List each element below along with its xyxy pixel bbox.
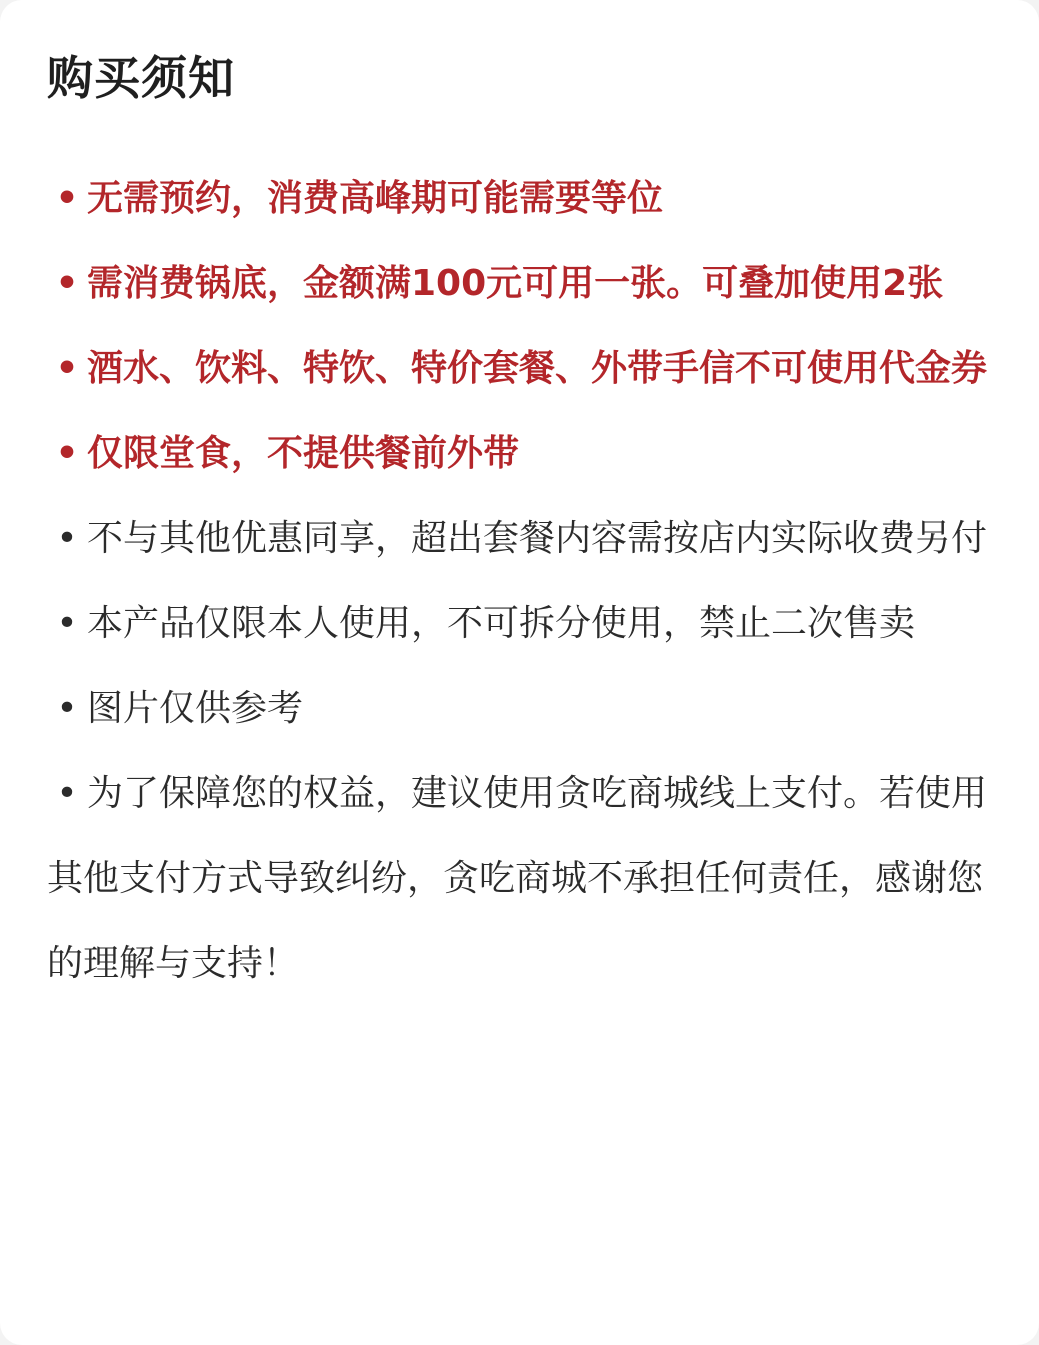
notice-item-dine-in-only xyxy=(47,411,999,496)
notice-item-text: 为了保障您的权益，建议使用贪吃商城线上支付。若使用其他支付方式导致纠纷，贪吃商城不承担任何责任，感谢您的理解与支持！ xyxy=(47,773,988,984)
notice-item-no-combine xyxy=(47,496,999,581)
bullet-icon: • xyxy=(55,263,79,304)
bullet-icon: • xyxy=(56,688,78,729)
bullet-icon: • xyxy=(56,518,78,559)
notice-list xyxy=(47,156,999,1006)
notice-item-text: 需消费锅底，金额满100元可用一张。可叠加使用2张 xyxy=(87,263,944,304)
notice-item-personal-use xyxy=(47,581,999,666)
bullet-icon: • xyxy=(56,603,78,644)
bullet-icon: • xyxy=(55,348,79,389)
notice-item-text: 仅限堂食，不提供餐前外带 xyxy=(87,433,520,474)
bullet-icon: • xyxy=(56,773,78,814)
notice-item-exclusions xyxy=(47,326,999,411)
notice-item-text: 本产品仅限本人使用，不可拆分使用，禁止二次售卖 xyxy=(87,603,916,644)
page-title: 购买须知 xyxy=(47,51,235,105)
notice-item-text: 不与其他优惠同享，超出套餐内容需按店内实际收费另付 xyxy=(87,518,988,559)
bullet-icon: • xyxy=(55,433,79,474)
notice-item-text: 酒水、饮料、特饮、特价套餐、外带手信不可使用代金券 xyxy=(87,348,988,389)
notice-item-text: 图片仅供参考 xyxy=(87,688,304,729)
notice-item-online-payment xyxy=(47,751,999,1006)
notice-item-no-reservation xyxy=(47,156,999,241)
notice-item-text: 无需预约，消费高峰期可能需要等位 xyxy=(87,178,664,219)
bullet-icon: • xyxy=(55,178,79,219)
notice-item-image-reference xyxy=(47,666,999,751)
notice-item-hotpot-base xyxy=(47,241,999,326)
